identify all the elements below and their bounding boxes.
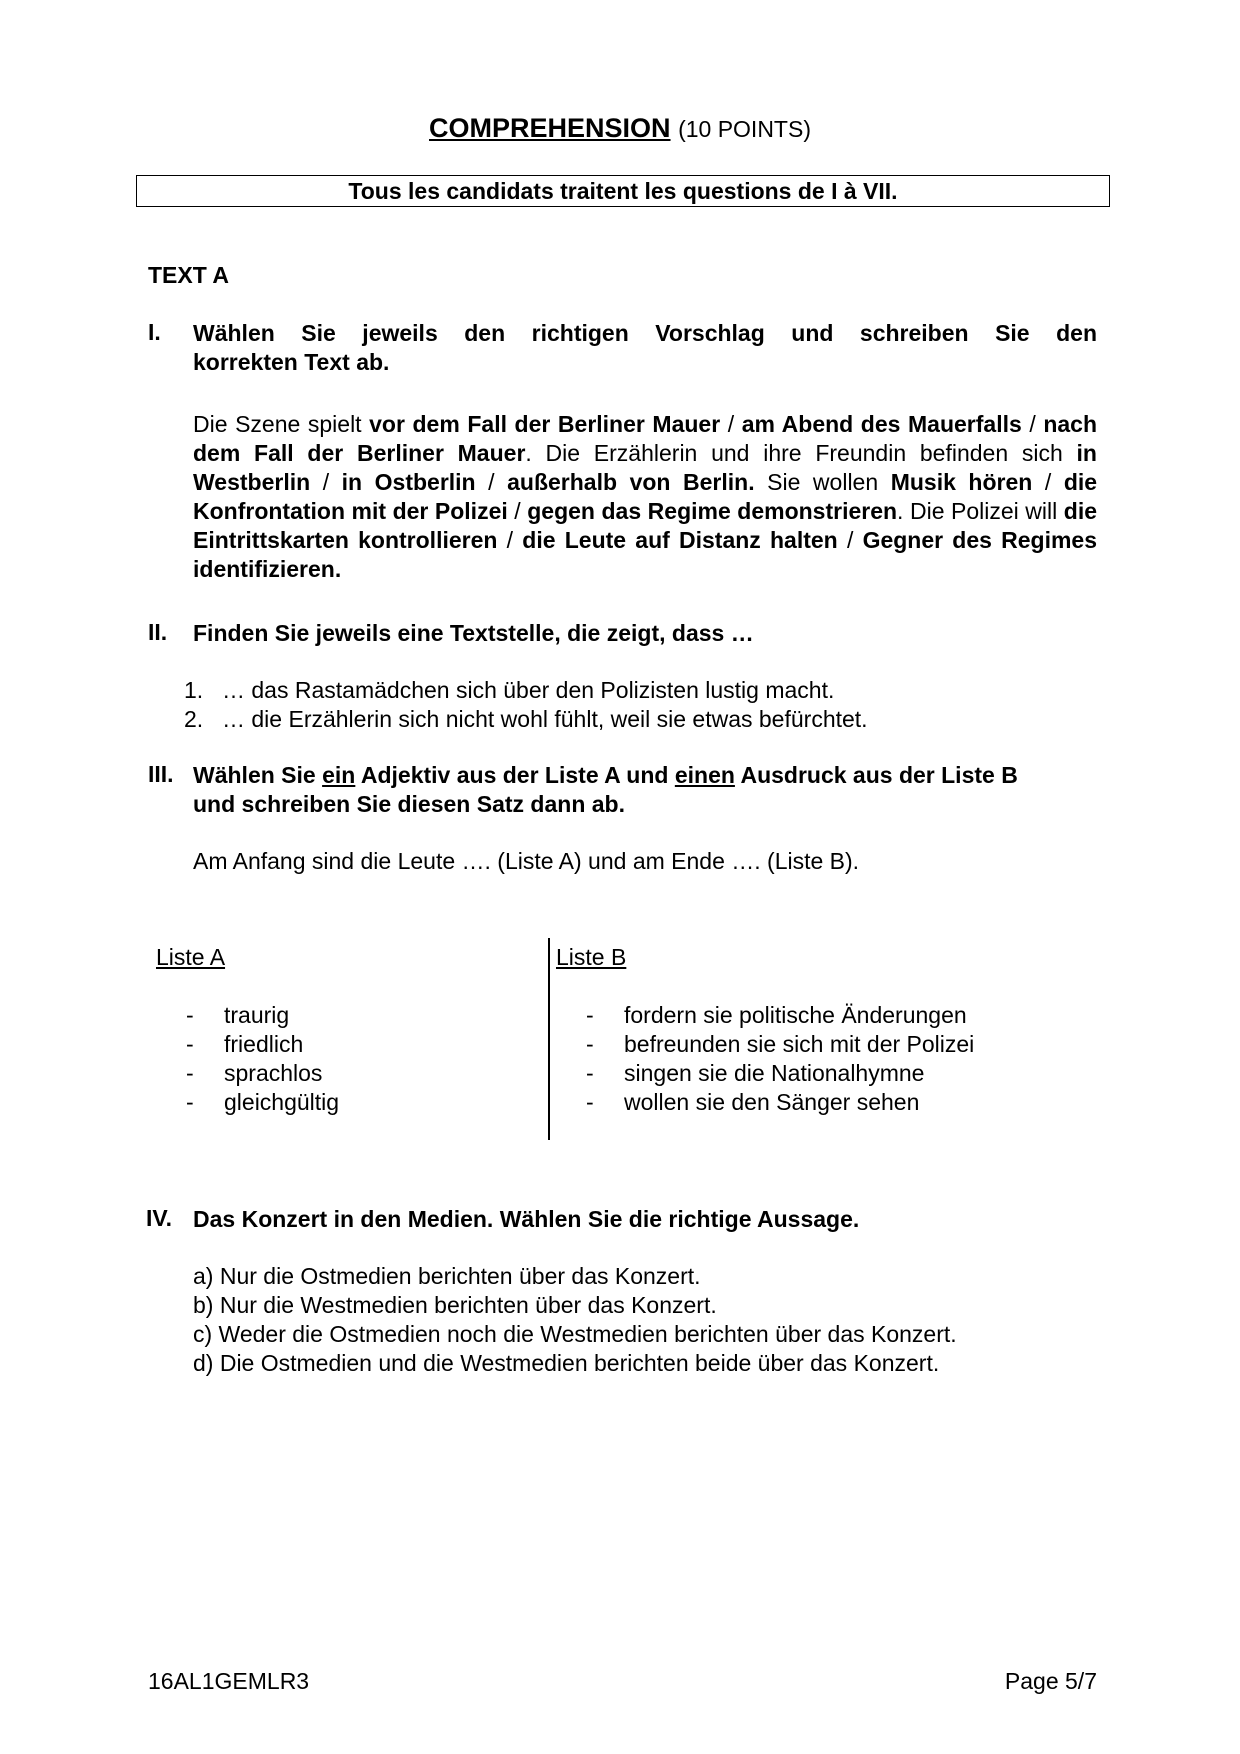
title-main: COMPREHENSION (429, 113, 671, 143)
list-item: 1. … das Rastamädchen sich über den Polizisten lustig macht. (184, 677, 835, 703)
list-item: - sprachlos (186, 1060, 323, 1086)
q4-title: Das Konzert in den Medien. Wählen Sie die richtige Aussage. (193, 1206, 860, 1232)
notice-box: Tous les candidats traitent les questions de I à VII. (136, 175, 1110, 207)
list-item: 2. … die Erzählerin sich nicht wohl fühlt, weil sie etwas befürchtet. (184, 706, 868, 732)
option-c: c) Weder die Ostmedien noch die Westmedien berichten über das Konzert. (193, 1321, 957, 1347)
option-text: am Abend des Mauerfalls (741, 411, 1022, 437)
option-text: in Westberlin (193, 440, 1097, 495)
option-a: a) Nur die Ostmedien berichten über das Konzert. (193, 1263, 701, 1289)
q1-title-line1: Wählen Sie jeweils den richtigen Vorschlag und schreiben Sie den (193, 320, 1097, 346)
option-text: Gegner des Regimes identifizieren. (193, 527, 1098, 582)
footer-page: Page 5/7 (1004, 1668, 1097, 1694)
option-text: außerhalb von Berlin. (507, 469, 755, 495)
paragraph-text: . Die Polizei will (897, 498, 1064, 524)
paragraph-text: / (497, 527, 523, 553)
q3-sentence: Am Anfang sind die Leute …. (Liste A) und am Ende …. (Liste B). (193, 848, 860, 874)
liste-a-label: Liste A (156, 944, 226, 970)
option-b: b) Nur die Westmedien berichten über das Konzert. (193, 1292, 717, 1318)
paragraph-text: Die Szene spielt (193, 411, 370, 437)
liste-a (186, 1001, 339, 1117)
option-text: nach dem Fall der Berliner Mauer (193, 411, 1098, 466)
q2-title: Finden Sie jeweils eine Textstelle, die zeigt, dass … (193, 620, 754, 646)
paragraph-text: / (837, 527, 863, 553)
liste-b (586, 1001, 974, 1117)
q1-title-line2: korrekten Text ab. (193, 349, 390, 375)
q4-options (193, 1262, 957, 1378)
list-item: - gleichgültig (186, 1089, 340, 1115)
paragraph-text: / (1032, 469, 1064, 495)
paragraph-text: . Die Erzählerin und ihre Freundin befinden sich (525, 440, 1077, 466)
q4-number: IV. (146, 1205, 173, 1231)
liste-divider (548, 938, 550, 1140)
text-label: TEXT A (148, 262, 229, 288)
q1-paragraph (193, 410, 1097, 584)
list-item: - friedlich (186, 1031, 304, 1057)
option-text: die Leute auf Distanz halten (522, 527, 838, 553)
list-item: - wollen sie den Sänger sehen (586, 1089, 920, 1115)
q1-number: I. (148, 319, 161, 345)
title-points: (10 POINTS) (678, 116, 811, 142)
option-d: d) Die Ostmedien und die Westmedien berichten beide über das Konzert. (193, 1350, 940, 1376)
list-item: - singen sie die Nationalhymne (586, 1060, 925, 1086)
paragraph-text: / (310, 469, 342, 495)
list-item: - fordern sie politische Änderungen (586, 1002, 967, 1028)
q3-number: III. (148, 761, 174, 787)
footer-code: 16AL1GEMLR3 (148, 1668, 310, 1694)
list-item: - befreunden sie sich mit der Polizei (586, 1031, 975, 1057)
q2-list (184, 676, 868, 734)
q2-number: II. (148, 619, 168, 645)
q3-title-line1: Wählen Sie ein Adjektiv aus der Liste A und einen Ausdruck aus der Liste B (193, 762, 1018, 788)
paragraph-text: / (475, 469, 508, 495)
page-title (0, 113, 1240, 144)
paragraph-text: / (1021, 411, 1044, 437)
option-text: vor dem Fall der Berliner Mauer (369, 411, 721, 437)
paragraph-text: / (507, 498, 528, 524)
option-text: Musik hören (890, 469, 1033, 495)
option-text: gegen das Regime demonstrieren (527, 498, 898, 524)
paragraph-text: Sie wollen (754, 469, 891, 495)
paragraph-text: / (720, 411, 742, 437)
liste-b-label: Liste B (556, 944, 627, 970)
option-text: in Ostberlin (341, 469, 476, 495)
option-text: die Konfrontation mit der Polizei (193, 469, 1098, 524)
list-item: - traurig (186, 1002, 290, 1028)
q3-title-line2: und schreiben Sie diesen Satz dann ab. (193, 791, 625, 817)
option-text: die Eintrittskarten kontrollieren (193, 498, 1098, 553)
